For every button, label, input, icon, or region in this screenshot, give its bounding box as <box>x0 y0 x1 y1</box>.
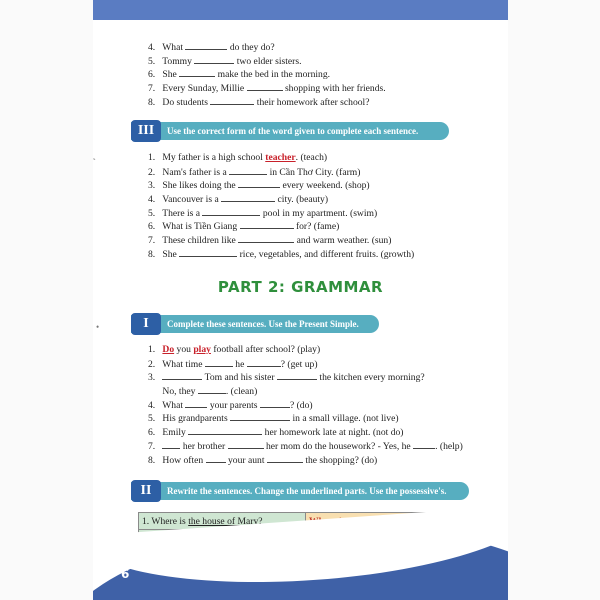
list-item: 4. Vancouver is a city. (beauty) <box>148 194 329 206</box>
section-ii-tag: II <box>131 480 161 502</box>
list-item: 5. Tommy two elder sisters. <box>148 55 302 67</box>
list-item: 5. His grandparents in a small village. (not live) <box>148 413 399 425</box>
section-i-instruction: Complete these sentences. Use the Present Simple. <box>167 319 359 329</box>
section-i-list <box>148 343 463 466</box>
section-iii-instruction: Use the correct form of the word given to complete each sentence. <box>167 126 419 136</box>
list-item: 4. What your parents ? (do) <box>148 399 313 411</box>
list-item: 6. What is Tiền Giang for? (fame) <box>148 221 340 233</box>
list-item: 5. There is a pool in my apartment. (swim) <box>148 207 378 219</box>
list-item: 1. Do you play football after school? (play) <box>148 344 321 355</box>
list-item: 8. Do students their homework after school? <box>148 96 370 108</box>
list-item: 2. What time he ? (get up) <box>148 358 318 370</box>
section-ii-banner <box>131 482 469 500</box>
section-ii-instruction: Rewrite the sentences. Change the underlined parts. Use the possessive's. <box>167 486 447 496</box>
list-item: 2. Nam's father is a in Cần Thơ City. (farm) <box>148 166 361 178</box>
question-cell: 1. Where is the house of Mary? <box>139 513 306 530</box>
top-header-bar <box>93 0 508 20</box>
scan-dot: • <box>96 322 100 332</box>
list-item: 7. her brother her mom do the housework? - Yes, he . (help) <box>148 440 463 452</box>
list-item: 6. Emily her homework late at night. (not do) <box>148 427 404 439</box>
list-item: 6. She make the bed in the morning. <box>148 69 331 81</box>
section-i-banner <box>131 315 379 333</box>
list-item: 3. She likes doing the every weekend. (shop) <box>148 180 370 192</box>
section-i-tag: I <box>131 313 161 335</box>
scan-mark: ˛ <box>93 150 96 160</box>
section-iii-tag: III <box>131 120 161 142</box>
section-iii-list <box>148 151 414 261</box>
list-item: 8. How often your aunt the shopping? (do) <box>148 454 378 466</box>
list-item: 1. My father is a high school teacher. (teach) <box>148 152 328 163</box>
part-title: PART 2: GRAMMAR <box>217 278 384 296</box>
list-item: 8. She rice, vegetables, and different fruits. (growth) <box>148 248 415 260</box>
list-item: 4. What do they do? <box>148 42 275 53</box>
workbook-page <box>93 0 508 600</box>
list-item: No, they . (clean) <box>162 386 258 398</box>
example-answer: teacher <box>265 152 296 163</box>
list-item: 7. Every Sunday, Millie shopping with her friends. <box>148 83 386 95</box>
page-number: 6 <box>121 567 130 581</box>
list-item: 7. These children like and warm weather. (sun) <box>148 235 392 247</box>
exercise-list-continued <box>148 40 386 108</box>
list-item: 3. Tom and his sister the kitchen every morning? <box>148 372 425 384</box>
section-iii-banner <box>131 122 449 140</box>
